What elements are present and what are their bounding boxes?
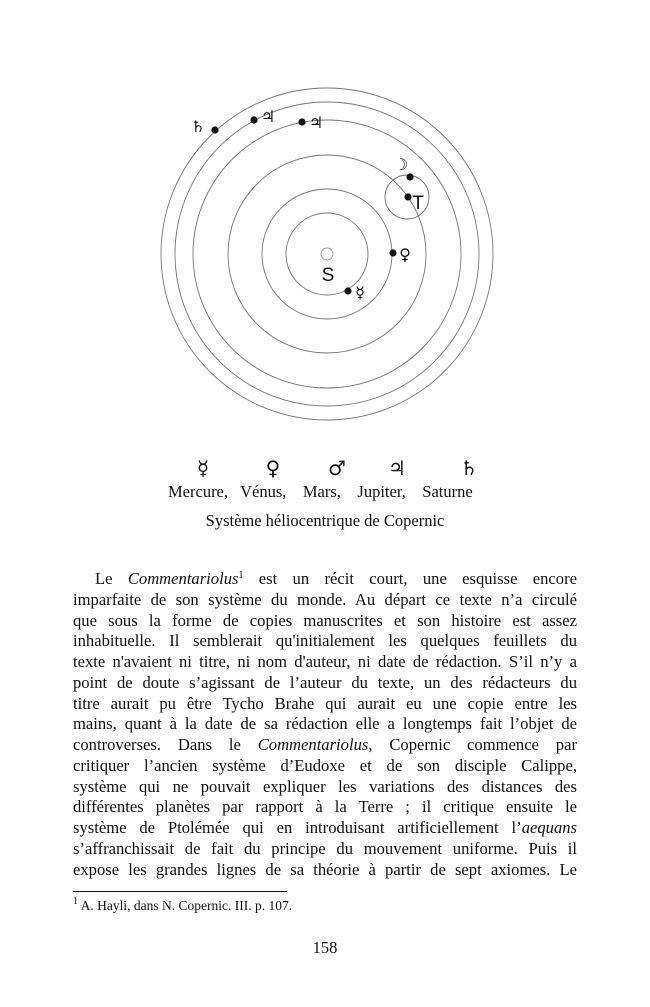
text-line: controverses. Dans le Commentariolus, Copernic commence par bbox=[73, 735, 577, 754]
text-line: inhabituelle. Il semblerait qu'initialement les quelques feuillets du bbox=[73, 631, 577, 651]
earth-symbol-icon: T bbox=[412, 193, 424, 214]
text-line: s’affranchissait de fait du principe du mouvement uniforme. Puis il bbox=[73, 838, 577, 858]
text-line: mains, quant à la date de sa rédaction elle a longtemps fait l’objet de bbox=[73, 714, 577, 734]
figure-caption: Système héliocentrique de Copernic bbox=[205, 511, 445, 530]
earth-dot bbox=[404, 193, 411, 200]
moon-symbol-icon: ☽ bbox=[393, 155, 409, 174]
text-line: titre aurait pu être Tycho Brahe qui aurait eu une copie entre les bbox=[73, 693, 577, 713]
planet-names: Mercure, Vénus, Mars, Jupiter, Saturne bbox=[168, 482, 473, 501]
orbit-circle bbox=[175, 102, 479, 406]
text-line: expose les grandes lignes de sa théorie à partir de sept axiomes. Le bbox=[73, 859, 577, 879]
body-paragraph bbox=[73, 569, 577, 880]
text-line: imparfaite de son système du monde. Au départ ce texte n’a circulé bbox=[73, 589, 577, 609]
mars-symbol-icon: ♂ bbox=[328, 456, 346, 480]
text-line: système de Ptolémée qui en introduisant artificiellement l’aequans bbox=[73, 818, 577, 837]
sun-icon bbox=[321, 248, 333, 260]
moon-dot bbox=[406, 173, 413, 180]
venus-symbol-icon: ♀ bbox=[399, 245, 411, 264]
saturn-symbol-icon: ♄ bbox=[190, 117, 206, 136]
mercury-symbol-icon: ☿ bbox=[355, 283, 365, 302]
page-number: 158 bbox=[312, 938, 338, 957]
text-line: texte n'avaient ni titre, ni nom d'auteur, ni date de rédaction. S’il n’y a bbox=[73, 652, 577, 671]
mercury-symbol-icon: ☿ bbox=[196, 456, 210, 480]
jupiter-outer-symbol-icon: ♃ bbox=[260, 107, 276, 126]
text-line: point de doute s’agissant de l’auteur du texte, un des rédacteurs du bbox=[73, 672, 577, 692]
footnote-ref: 1 bbox=[238, 570, 244, 581]
footnote-rule bbox=[73, 891, 287, 892]
sun-label: S bbox=[321, 265, 335, 286]
text-line: critiquer l’ancien système d’Eudoxe et de son disciple Calippe, bbox=[73, 755, 577, 775]
planet-symbol-legend bbox=[0, 456, 650, 482]
text-line: Le Commentariolus$^1$ est un récit court, une esquisse encore bbox=[95, 569, 577, 588]
footnote: $^1$ A. Hayli, dans N. Copernic. III. p. 107. bbox=[73, 896, 293, 913]
orbit-circle bbox=[161, 88, 493, 420]
jupiter-outer-dot bbox=[250, 116, 257, 123]
text-line: système qui ne pouvait expliquer les variations des distances des bbox=[73, 776, 577, 796]
jupiter-symbol-icon: ♃ bbox=[308, 113, 324, 132]
text-line: que sous la forme de copies manuscrites et son histoire est assez bbox=[73, 610, 577, 630]
heliocentric-diagram bbox=[0, 0, 650, 440]
orbit-circle bbox=[193, 120, 461, 388]
saturn-dot bbox=[211, 126, 218, 133]
orbit-circle bbox=[262, 189, 392, 319]
saturn-symbol-icon: ♄ bbox=[460, 456, 478, 480]
text-line: différentes planètes par rapport à la Terre ; il critique ensuite le bbox=[73, 797, 577, 817]
jupiter-symbol-icon: ♃ bbox=[388, 456, 406, 480]
jupiter-dot bbox=[298, 118, 305, 125]
venus-dot bbox=[389, 249, 396, 256]
venus-symbol-icon: ♀ bbox=[265, 456, 281, 480]
mercury-dot bbox=[344, 287, 351, 294]
